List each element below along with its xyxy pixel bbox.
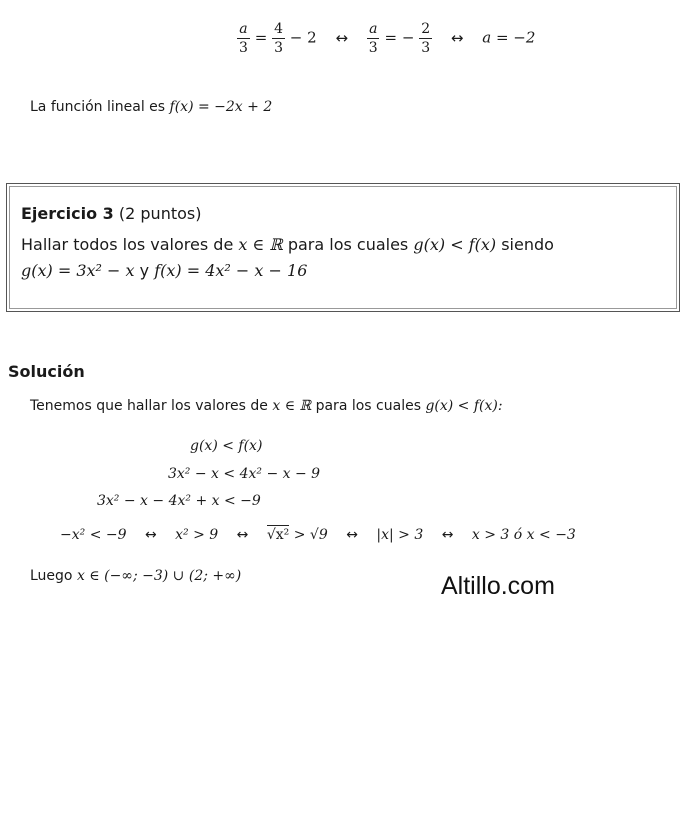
exercise-statement-line-1: Hallar todos los valores de x ∈ ℝ para los cuales g(x) < f(x) siendo [21, 235, 554, 254]
iff-arrow: ↔ [236, 527, 249, 543]
solution-equivalence-chain: −x² < −9 ↔ x² > 9 ↔ √x² > √9 ↔ |x| > 3 ↔ x > 3 ó x < −3 [60, 527, 576, 543]
fraction-a-over-3-second: $\frac{a}{3}$ [368, 21, 378, 56]
solution-step-2: 3x² − x < 4x² − x − 9 [168, 466, 321, 482]
solution-conclusion: Luego x ∈ (−∞; −3) ∪ (2; +∞) [30, 568, 242, 584]
iff-arrow: ↔ [335, 28, 349, 47]
iff-arrow: ↔ [144, 527, 157, 543]
iff-arrow: ↔ [450, 28, 464, 47]
iff-arrow: ↔ [441, 527, 454, 543]
linear-function-line [30, 99, 272, 115]
exercise-box [6, 183, 680, 312]
solution-title: Solución [8, 362, 85, 381]
exercise-statement-line-2: g(x) = 3x² − x y f(x) = 4x² − x − 16 [21, 261, 308, 280]
watermark: Altillo.com [441, 572, 555, 600]
linear-function-text: La función lineal es [30, 99, 166, 115]
iff-arrow: ↔ [346, 527, 358, 543]
linear-function-formula: f(x) = −2x + 2 [169, 99, 273, 115]
exercise-title: Ejercicio 3 (2 puntos) [21, 204, 202, 223]
fraction-a-over-3: $\frac{a}{3}$ [239, 21, 248, 56]
top-equation: $\frac{a}{3}$ = $\frac{4}{3}$ − 2 ↔ $\frac{a}{3}$ = − $\frac{2}{3}$ ↔ a = −2 [239, 21, 536, 56]
equation-result: a = −2 [482, 28, 536, 47]
solution-intro: Tenemos que hallar los valores de x ∈ ℝ para los cuales g(x) < f(x): [30, 398, 503, 414]
fraction-2-over-3: $\frac{2}{3}$ [421, 21, 431, 56]
solution-step-1: g(x) < f(x) [190, 438, 263, 454]
solution-step-3: 3x² − x − 4x² + x < −9 [97, 493, 261, 509]
fraction-4-over-3: $\frac{4}{3}$ [274, 21, 283, 56]
sqrt-x-squared: √x² [266, 527, 290, 543]
